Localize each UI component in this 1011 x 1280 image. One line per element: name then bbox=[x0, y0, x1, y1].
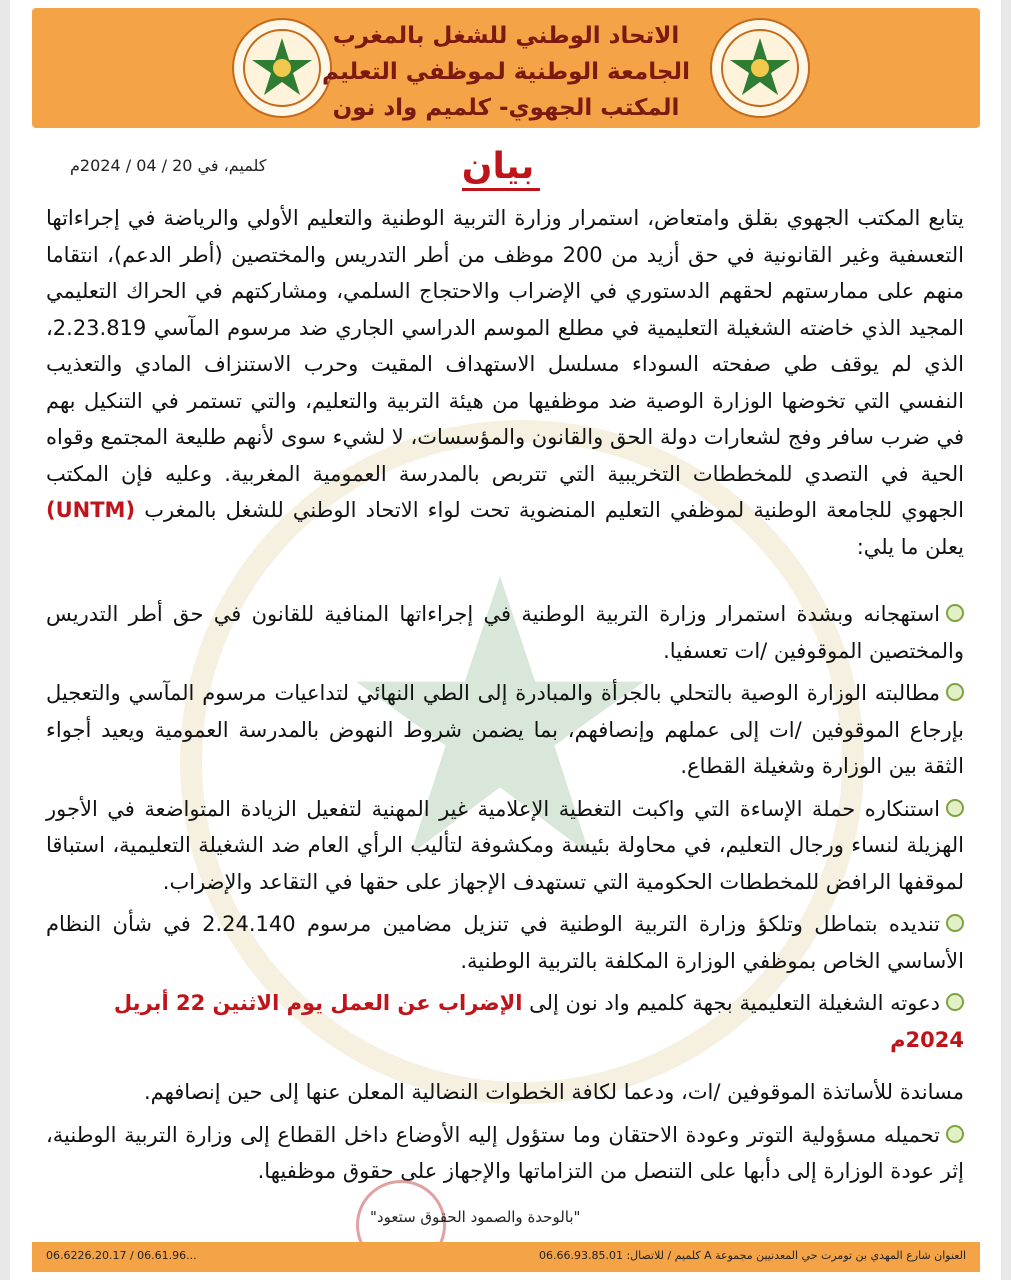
bullet-icon bbox=[946, 914, 964, 932]
list-item: تنديده بتماطل وتلكؤ وزارة التربية الوطنية في تنزيل مضامين مرسوم 2.24.140 في شأن النظام الأساسي الخاص بموظفي الوزارة المكلفة بالتربية الوطنية. bbox=[46, 912, 964, 973]
slogan: "بالوحدة والصمود الحقوق ستعود" bbox=[370, 1208, 581, 1226]
bullet-icon bbox=[946, 1125, 964, 1143]
intro-text: يتابع المكتب الجهوي بقلق وامتعاض، استمرار وزارة التربية الوطنية والتعليم الأولي والرياضة في إجراءاتها التعسفية وغير القانونية في حق أزيد من 200 موظف من أطر التدريس والمختصين (أطر الدعم)، انتقاما منهم على ممارستهم لحقهم الدستوري في الإضراب والاحتجاج السلمي، ومشاركتهم في الحراك التعليمي المجيد الذي خاضته الشغيلة التعليمية في مطلع الموسم الدراسي الجاري ضد مرسوم المآسي 2.23.819، الذي لم يوقف طي صفحته السوداء مسلسل الاستهداف المقيت وحرب الاستنزاف المادي والتعذيب النفسي التي تخوضها الوزارة الوصية ضد موظفيها من هيئة التربية والتعليم، والتي تستمر في التنكيل بهم في ضرب سافر وفج لشعارات دولة الحق والقانون والمؤسسات، لا لشيء سوى لأنهم طليعة المجتمع وقواه الحية في التصدي للمخططات التخريبية التي تتربص بالمدرسة العمومية المغربية. وعليه فإن المكتب الجهوي للجامعة الوطنية لموظفي التعليم المنضوية تحت لواء الاتحاد الوطني للشغل بالمغرب bbox=[46, 206, 965, 522]
footer-address: العنوان شارع المهدي بن تومرت حي المعدنيين مجموعة A كلميم / للاتصال: 06.66.93.85.01 bbox=[538, 1249, 966, 1262]
document-page bbox=[10, 0, 1001, 1280]
strike-announcement: الإضراب عن العمل يوم الاثنين 22 أبريل 2024م bbox=[113, 991, 964, 1052]
list-item-strike-call: دعوته الشغيلة التعليمية بجهة كلميم واد نون إلى الإضراب عن العمل يوم الاثنين 22 أبريل 2024م مساندة للأساتذة الموقوفين /ات، ودعما لكافة الخطوات النضالية المعلن عنها إلى حين إنصافهم. bbox=[113, 991, 964, 1104]
intro-paragraph bbox=[46, 200, 964, 565]
union-name: الاتحاد الوطني للشغل بالمغرب bbox=[332, 23, 680, 49]
letterhead bbox=[32, 8, 980, 128]
list-item: مطالبته الوزارة الوصية بالتحلي بالجرأة والمبادرة إلى الطي النهائي لتداعيات مرسوم المآسي والتعجيل بإرجاع الموقوفين /ات إلى عملهم وإنصافهم، بما يضمن شروط النهوض بالمدرسة العمومية ويعيد أجواء الثقة بين الوزارة وشغيلة القطاع. bbox=[46, 681, 964, 778]
regional-office-name: المكتب الجهوي- كلميم واد نون bbox=[332, 95, 680, 121]
list-item: استنكاره حملة الإساءة التي واكبت التغطية الإعلامية غير المهنية لتفعيل الزيادة المتواضعة في الأجور الهزيلة لنساء ورجال التعليم، في محاولة بئيسة ومكشوفة لتأليب الرأي العام ضد الشغيلة التعليمية، استباقا لموقفها الرافض للمخططات الحكومية التي تستهدف الإجهاز على حقها في التقاعد والإضراب. bbox=[46, 796, 964, 894]
federation-name: الجامعة الوطنية لموظفي التعليم bbox=[322, 59, 690, 85]
bullet-icon bbox=[946, 993, 964, 1011]
document-title: بيان bbox=[461, 146, 535, 187]
letterhead-titles bbox=[32, 18, 980, 126]
intro-declaration: يعلن ما يلي: bbox=[856, 534, 964, 559]
footer-bar bbox=[32, 1242, 980, 1272]
bullet-icon bbox=[946, 683, 964, 701]
list-item: تحميله مسؤولية التوتر وعودة الاحتقان وما ستؤول إليه الأوضاع داخل القطاع إلى وزارة التربية الوطنية، إثر عودة الوزارة إلى دأبها على التنصل من التزاماتها والإجهاز على حقوق موظفيها. bbox=[46, 1122, 964, 1183]
document-date: كلميم، في 20 / 04 / 2024م bbox=[70, 156, 267, 175]
untm-acronym: (UNTM) bbox=[46, 498, 136, 522]
bullet-icon bbox=[946, 604, 964, 622]
list-item: استهجانه وبشدة استمرار وزارة التربية الوطنية في إجراءاتها المنافية للقانون في حق أطر التدريس والمختصين الموقوفين /ات تعسفيا. bbox=[46, 602, 964, 663]
footer-phones: 06.6226.20.17 / 06.61.96... bbox=[46, 1249, 197, 1262]
title-underline bbox=[462, 188, 540, 191]
bullet-icon bbox=[946, 799, 964, 817]
declaration-list bbox=[46, 596, 964, 1196]
